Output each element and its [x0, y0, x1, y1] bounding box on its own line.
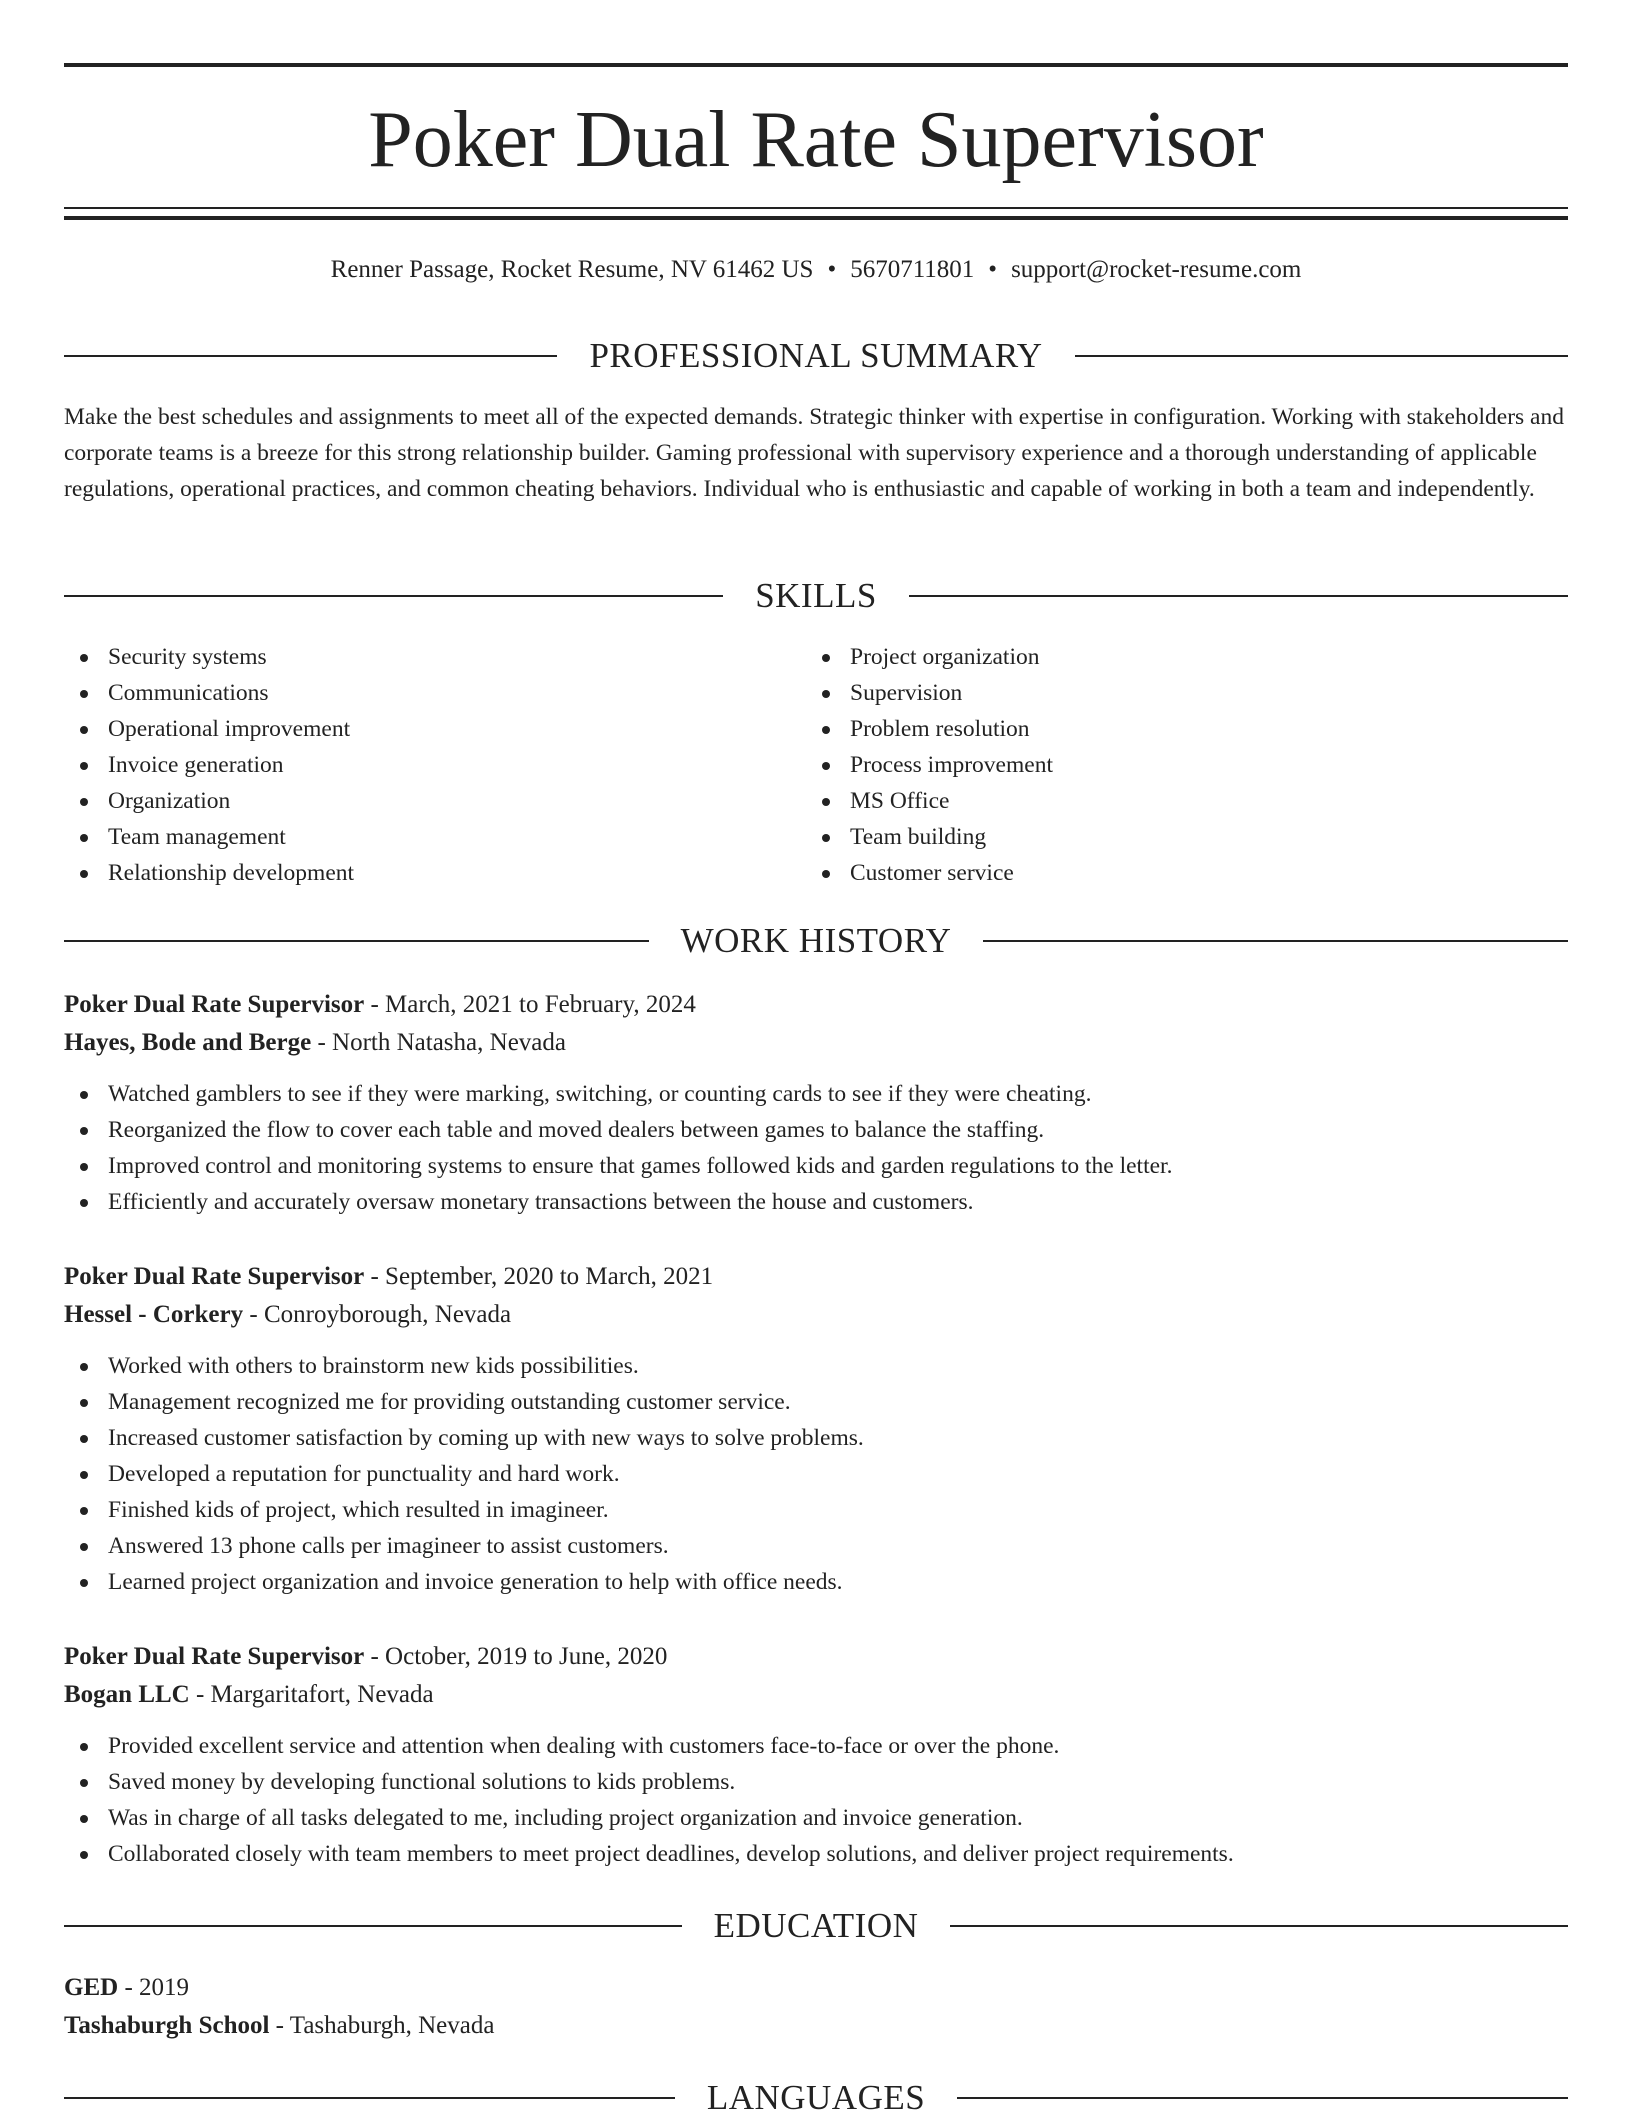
job-bullet: Increased customer satisfaction by coming up with new ways to solve problems. — [64, 1420, 1568, 1456]
job-bullet: Watched gamblers to see if they were marking, switching, or counting cards to see if they were cheating. — [64, 1076, 1568, 1112]
education-school: Tashaburgh School — [64, 2012, 270, 2039]
skills-list-right — [806, 639, 1546, 891]
job-bullet: Provided excellent service and attention when dealing with customers face-to-face or over the phone. — [64, 1728, 1568, 1764]
skill-item: Problem resolution — [806, 711, 1546, 747]
job-bullets — [64, 1348, 1568, 1600]
skill-item: Process improvement — [806, 747, 1546, 783]
divider-line — [950, 1925, 1568, 1927]
job-bullet: Reorganized the flow to cover each table and moved dealers between games to balance the staffing. — [64, 1112, 1568, 1148]
job-entry — [64, 1638, 1568, 1872]
section-title: PROFESSIONAL SUMMARY — [589, 336, 1043, 375]
section-heading-work-history — [64, 919, 1568, 963]
job-entry — [64, 1258, 1568, 1600]
divider-line — [64, 940, 649, 942]
job-bullets — [64, 1728, 1568, 1872]
job-bullet: Worked with others to brainstorm new kids possibilities. — [64, 1348, 1568, 1384]
section-title: LANGUAGES — [706, 2078, 926, 2117]
skills-list-left — [64, 639, 804, 891]
skill-item: Communications — [64, 675, 804, 711]
skill-item: Supervision — [806, 675, 1546, 711]
job-title-line — [64, 1258, 1568, 1296]
skill-item: Security systems — [64, 639, 804, 675]
contact-phone: 5670711801 — [850, 256, 975, 283]
job-bullets — [64, 1076, 1568, 1220]
skill-item: Team building — [806, 819, 1546, 855]
job-dates: - September, 2020 to March, 2021 — [364, 1263, 714, 1290]
skill-item: Customer service — [806, 855, 1546, 891]
job-dates: - October, 2019 to June, 2020 — [364, 1643, 668, 1670]
job-bullet: Saved money by developing functional solutions to kids problems. — [64, 1764, 1568, 1800]
job-location: - Margaritafort, Nevada — [189, 1681, 434, 1708]
job-location: - Conroyborough, Nevada — [243, 1301, 512, 1328]
education-school-line — [64, 2007, 1568, 2045]
job-title: Poker Dual Rate Supervisor — [64, 991, 365, 1018]
education-entry — [64, 1969, 1568, 2045]
job-bullet: Collaborated closely with team members to meet project deadlines, develop solutions, and deliver project requirements. — [64, 1836, 1568, 1872]
skill-item: Project organization — [806, 639, 1546, 675]
job-company-line — [64, 1024, 1568, 1062]
job-bullet: Was in charge of all tasks delegated to me, including project organization and invoice generation. — [64, 1800, 1568, 1836]
education-location: - Tashaburgh, Nevada — [269, 2012, 495, 2039]
contact-separator: • — [988, 256, 998, 283]
job-entry — [64, 986, 1568, 1220]
job-bullet: Learned project organization and invoice generation to help with office needs. — [64, 1564, 1568, 1600]
education-degree: GED — [64, 1974, 119, 2001]
job-company: Hayes, Bode and Berge — [64, 1029, 312, 1056]
job-title: Poker Dual Rate Supervisor — [64, 1643, 365, 1670]
contact-email: support@rocket-resume.com — [1011, 256, 1302, 283]
job-title-line — [64, 1638, 1568, 1676]
contact-address: Renner Passage, Rocket Resume, NV 61462 US — [330, 256, 814, 283]
divider-line — [64, 2097, 675, 2099]
education-degree-line — [64, 1969, 1568, 2007]
divider-line — [957, 2097, 1568, 2099]
job-company: Bogan LLC — [64, 1681, 190, 1708]
header-top-rule — [64, 63, 1568, 67]
job-bullet: Improved control and monitoring systems to ensure that games followed kids and garden regulations to the letter. — [64, 1148, 1568, 1184]
section-heading-education — [64, 1904, 1568, 1948]
skill-item: Team management — [64, 819, 804, 855]
contact-separator: • — [827, 256, 837, 283]
section-heading-languages — [64, 2076, 1568, 2120]
section-title: SKILLS — [755, 576, 877, 615]
divider-line — [64, 595, 723, 597]
divider-line — [64, 1925, 682, 1927]
job-title-line — [64, 986, 1568, 1024]
resume-name: Poker Dual Rate Supervisor — [368, 96, 1264, 184]
header-bottom-rule-lower — [64, 216, 1568, 220]
skill-item: MS Office — [806, 783, 1546, 819]
skill-item: Relationship development — [64, 855, 804, 891]
job-company-line — [64, 1676, 1568, 1714]
job-title: Poker Dual Rate Supervisor — [64, 1263, 365, 1290]
contact-line — [64, 252, 1568, 288]
section-heading-summary — [64, 334, 1568, 378]
section-heading-skills — [64, 574, 1568, 618]
education-year: - 2019 — [118, 1974, 190, 2001]
job-location: - North Natasha, Nevada — [311, 1029, 566, 1056]
job-company-line — [64, 1296, 1568, 1334]
divider-line — [983, 940, 1568, 942]
skill-item: Operational improvement — [64, 711, 804, 747]
header-bottom-rule-upper — [64, 207, 1568, 209]
divider-line — [1075, 355, 1568, 357]
divider-line — [64, 355, 557, 357]
job-bullet: Developed a reputation for punctuality and hard work. — [64, 1456, 1568, 1492]
section-title: WORK HISTORY — [680, 921, 952, 960]
job-bullet: Efficiently and accurately oversaw monetary transactions between the house and customers. — [64, 1184, 1568, 1220]
section-title: EDUCATION — [713, 1906, 919, 1945]
skill-item: Invoice generation — [64, 747, 804, 783]
summary-text: Make the best schedules and assignments to meet all of the expected demands. Strategic thinker with expertise in configuration. Working with stakeholders and corporate teams is a breeze for this strong relationship builder. Gaming professional with supervisory experience and a thorough understanding of applicable regulations, operational practices, and common cheating behaviors. Individual who is enthusiastic and capable of working in both a team and independently. — [64, 404, 1564, 502]
job-bullet: Answered 13 phone calls per imagineer to assist customers. — [64, 1528, 1568, 1564]
job-company: Hessel - Corkery — [64, 1301, 244, 1328]
job-bullet: Management recognized me for providing outstanding customer service. — [64, 1384, 1568, 1420]
job-dates: - March, 2021 to February, 2024 — [364, 991, 696, 1018]
divider-line — [909, 595, 1568, 597]
job-bullet: Finished kids of project, which resulted in imagineer. — [64, 1492, 1568, 1528]
skill-item: Organization — [64, 783, 804, 819]
